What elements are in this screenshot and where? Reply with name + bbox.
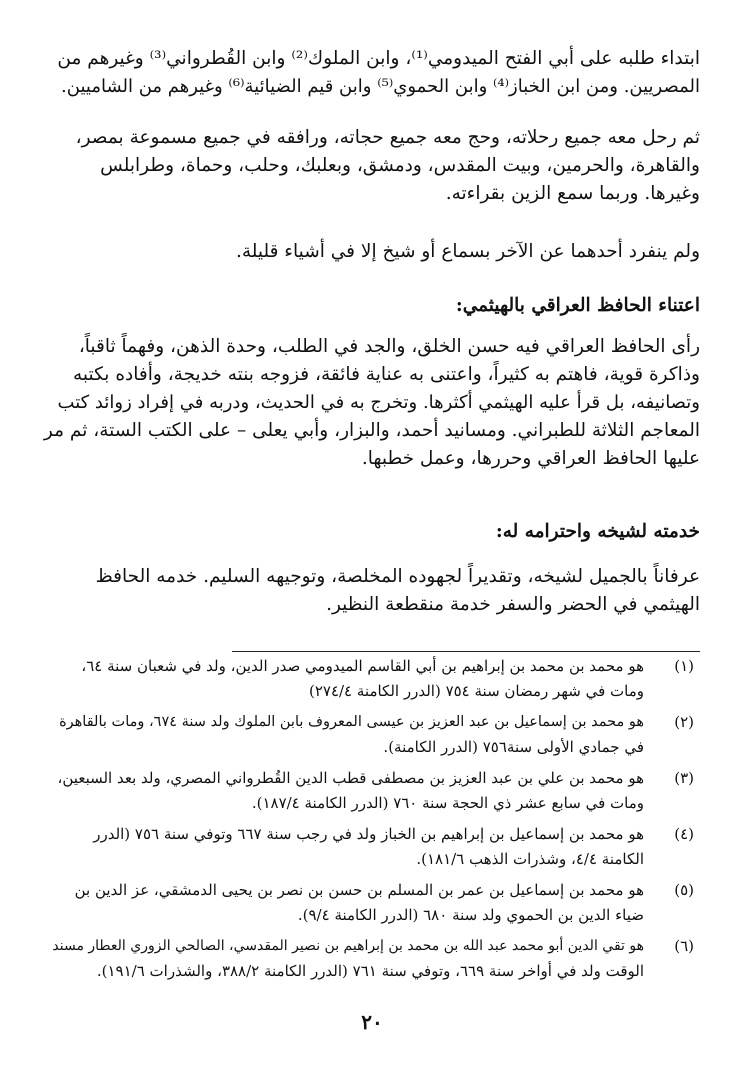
footnote-line: هو محمد بن إسماعيل بن عمر بن المسلم بن حسن بن نصر بن يحيى الدمشقي، عز الدين بن [74,881,644,899]
footnote-line: هو محمد بن محمد بن إبراهيم بن أبي القاسم الميدومي صدر الدين، ولد في شعبان سنة ٦٤، [81,657,644,675]
text-line: والقاهرة، والحرمين، وبيت المقدس، ودمشق، وبعلبك، وحلب، وحماة، وطرابلس [100,155,700,176]
footnote-line: في جمادي الأولى سنة٧٥٦ (الدرر الكامنة). [383,738,644,756]
section-heading-service: خدمته لشيخه واحترامه له: [495,521,700,542]
footnote-line: ضياء الدين بن الحموي ولد سنة ٦٨٠ (الدرر الكامنة ٩/٤). [297,906,644,924]
page-number: ٢٠ [361,1010,383,1034]
footnote-number: (٤) [674,825,694,843]
footnote-separator [232,651,700,652]
footnotes [44,654,700,990]
footnote-number: (٣) [674,769,694,787]
paragraph-service [44,563,700,619]
text-line: ثم رحل معه جميع رحلاته، وحج معه جميع حجاته، ورافقه في جميع مسموعة بمصر، [75,127,700,148]
text-line: وتصانيفه، بل قرأ عليه الهيثمي أكثرها. وتخرج به في الحديث، ودربه في إفراد زوائد كتب [57,392,700,413]
footnote-line: هو محمد بن إسماعيل بن عبد العزيز بن عيسى المعروف بابن الملوك ولد سنة ٦٧٤، ومات بالقاهرة [59,714,644,730]
text-line: عليها الحافظ العراقي وحررها، وعمل خطبها. [361,448,700,469]
text-line: عرفاناً بالجميل لشيخه، وتقديراً لجهوده المخلصة، وتوجيهه السليم. خدمه الحافظ [95,566,700,587]
footnote-line: ومات في شهر رمضان سنة ٧٥٤ (الدرر الكامنة ٢٧٤/٤) [308,682,644,700]
text-line: الهيثمي في الحضر والسفر خدمة منقطعة النظير. [326,594,700,615]
paragraph-travels [44,124,700,208]
footnote-number: (٢) [674,713,694,731]
text-line: وغيرها. وربما سمع الزين بقراءته. [445,183,700,204]
footnote-line: هو تقي الدين أبو محمد عبد الله بن محمد بن إبراهيم بن نصير المقدسي، الصالحي الزوري العطار مسند [52,938,644,954]
text-line: رأى الحافظ العراقي فيه حسن الخلق، والجد في الطلب، وحدة الذهن، وفهماً ثاقباً، [78,336,700,357]
paragraph-iraqi-care [44,333,700,473]
footnote-line: الكامنة ٤/٤، وشذرات الذهب ١٨١/٦). [416,850,644,868]
footnote [44,878,700,928]
paragraph-teachers [44,45,700,101]
text-line: وذاكرة قوية، فاهتم به كثيراً، واعتنى به عناية فائقة، فزوجه بنته خديجة، وأفاده بكتبه [73,364,700,385]
footnote-line: هو محمد بن إسماعيل بن إبراهيم بن الخباز ولد في رجب سنة ٦٦٧ وتوفي سنة ٧٥٦ (الدرر [93,825,644,843]
footnote-number: (١) [674,657,694,675]
footnote-line: ومات في سابع عشر ذي الحجة سنة ٧٦٠ (الدرر الكامنة ١٨٧/٤). [251,794,644,812]
footnote-line: هو محمد بن علي بن عبد العزيز بن مصطفى قطب الدين القُطرواني المصري، ولد بعد السبعين، [57,769,644,787]
footnote-number: (٥) [674,881,694,899]
footnote [44,822,700,872]
footnote [44,654,700,704]
text-line: المعاجم الثلاثة للطبراني. ومسانيد أحمد، والبزار، وأبي يعلى – على الكتب الستة، ثم مر [43,420,700,441]
paragraph-companionship [44,238,700,266]
footnote [44,766,700,816]
text-line: المصريين. ومن ابن الخباز⁽⁴⁾ وابن الحموي⁽⁵⁾ وابن قيم الضيائية⁽⁶⁾ وغيرهم من الشاميين. [61,76,700,97]
section-heading-iraqi-care: اعتناء الحافظ العراقي بالهيثمي: [455,295,700,316]
footnote [44,710,700,760]
text-line: ولم ينفرد أحدهما عن الآخر بسماع أو شيخ إلا في أشياء قليلة. [235,241,700,262]
footnote [44,934,700,984]
footnote-line: الوقت ولد في أواخر سنة ٦٦٩، وتوفي سنة ٧٦١ (الدرر الكامنة ٣٨٨/٢، والشذرات ١٩١/٦). [96,962,644,980]
text-line: ابتداء طلبه على أبي الفتح الميدومي⁽¹⁾، وابن الملوك⁽²⁾ وابن القُطرواني⁽³⁾ وغيرهم من [57,48,700,69]
footnote-number: (٦) [674,937,694,955]
